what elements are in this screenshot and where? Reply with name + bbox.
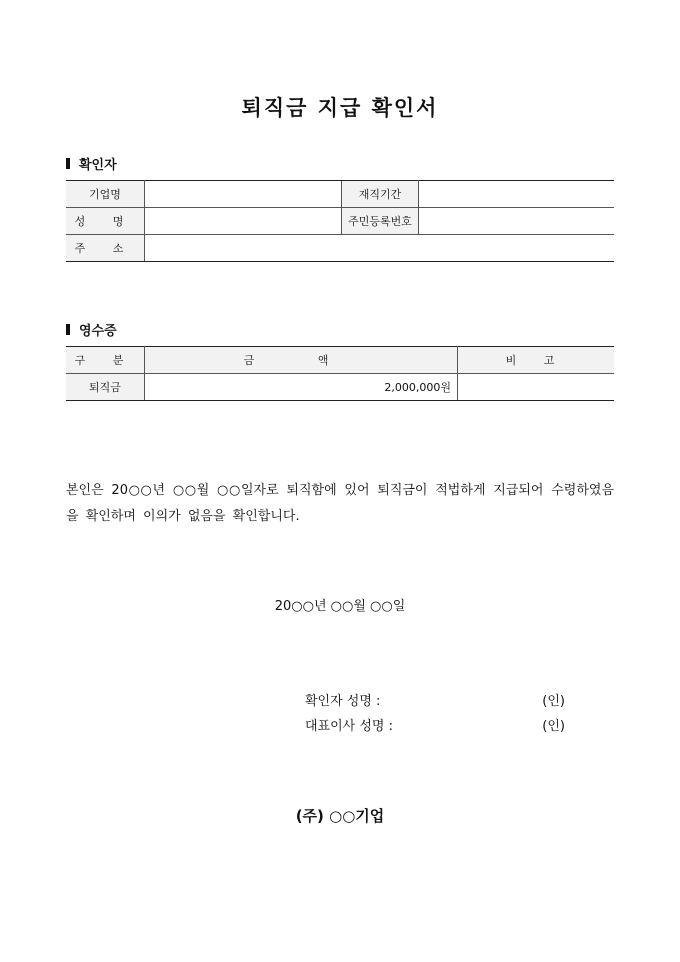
date-line: 20○○년 ○○월 ○○일 [274,599,406,614]
column-header-amount: 금 액 [145,347,458,374]
address-label: 주 소 [66,235,145,262]
confirmer-signature-row [305,690,565,709]
category-cell: 퇴직금 [66,374,145,401]
section-receipt-label: 영수증 [79,324,117,339]
column-header-category: 구 분 [66,347,145,374]
ceo-seal: (인) [542,719,565,734]
company-label: 기업명 [66,181,145,208]
company-field[interactable] [145,181,342,208]
tenure-label: 재직기간 [342,181,419,208]
confirmer-table [66,180,614,262]
ceo-signature-label: 대표이사 성명 : [305,719,393,734]
company-name: (주) ○○기업 [295,807,385,825]
section-receipt-heading [66,320,117,339]
confirmer-signature-label: 확인자 성명 : [305,694,381,709]
table-header-row [66,347,614,374]
note-cell[interactable] [458,374,615,401]
receipt-table [66,346,614,401]
table-row [66,208,614,235]
name-field[interactable] [145,208,342,235]
section-confirmer-heading [66,154,117,173]
section-bullet-icon [66,324,70,335]
table-row [66,181,614,208]
ceo-signature-row [305,715,565,734]
amount-cell[interactable]: 2,000,000원 [145,374,458,401]
column-header-note: 비 고 [458,347,615,374]
table-row [66,374,614,401]
resident-number-field[interactable] [419,208,615,235]
table-row [66,235,614,262]
address-field[interactable] [145,235,615,262]
name-label: 성 명 [66,208,145,235]
resident-number-label: 주민등록번호 [342,208,419,235]
confirmation-statement: 본인은 20○○년 ○○월 ○○일자로 퇴직함에 있어 퇴직금이 적법하게 지급되어 수령하였음을 확인하며 이의가 없음을 확인합니다. [66,483,614,524]
section-bullet-icon [66,158,70,169]
tenure-field[interactable] [419,181,615,208]
document-title: 퇴직금 지급 확인서 [241,96,439,120]
confirmer-seal: (인) [542,694,565,709]
section-confirmer-label: 확인자 [79,158,117,173]
